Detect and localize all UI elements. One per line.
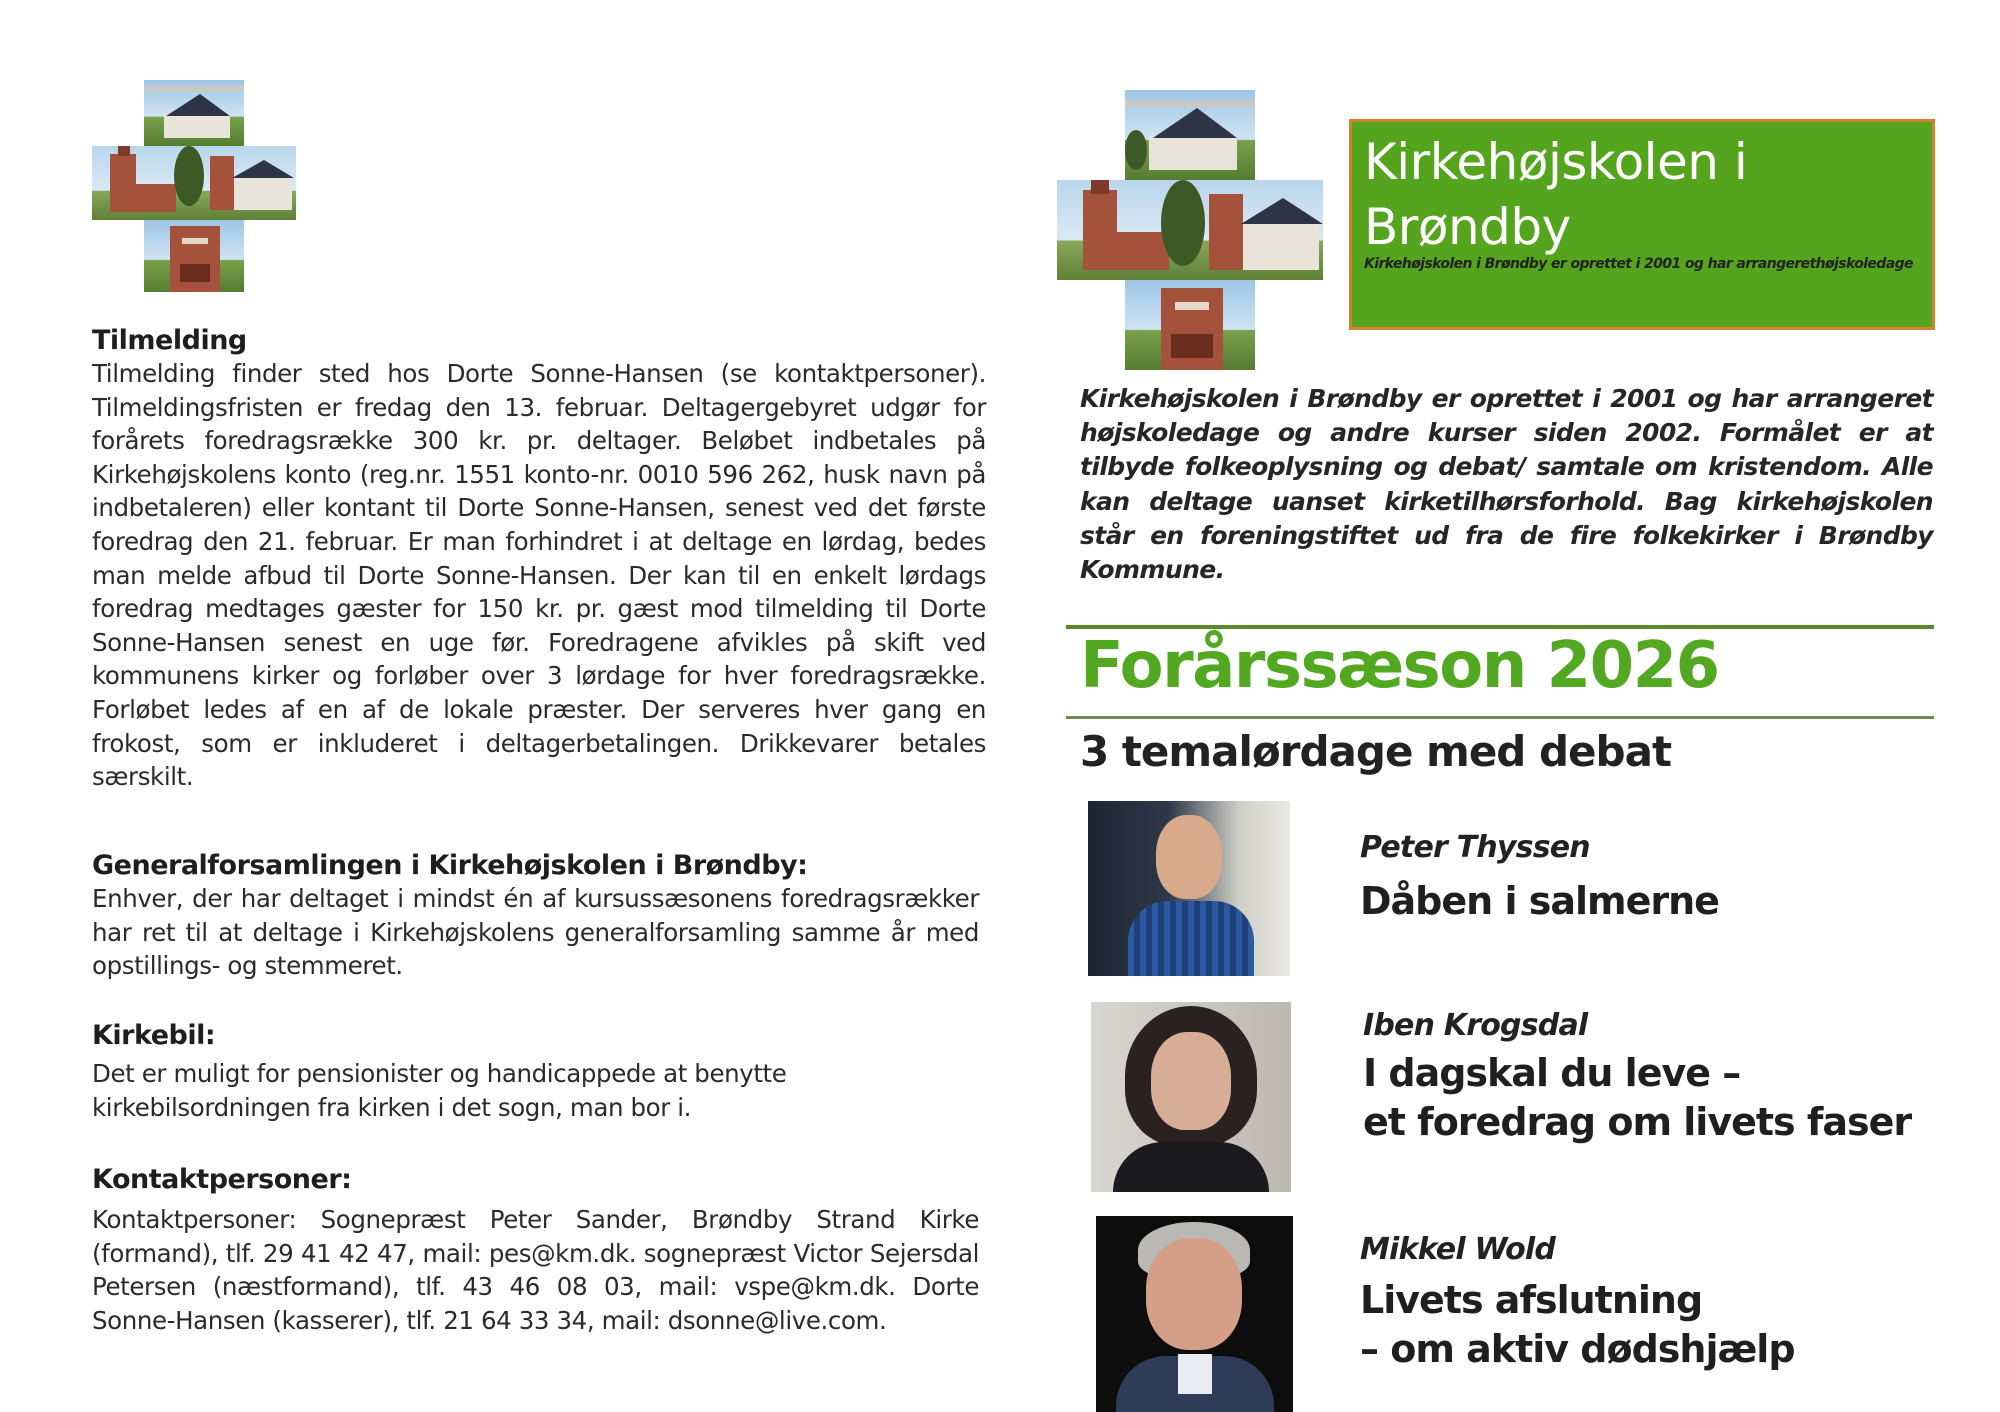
church-cross-logo bbox=[92, 80, 296, 292]
talk-title-line-2: – om aktiv dødshjælp bbox=[1360, 1327, 1795, 1371]
kontakt-heading: Kontaktpersoner: bbox=[92, 1164, 352, 1195]
kirkebil-heading: Kirkebil: bbox=[92, 1020, 216, 1051]
kirkebil-body: Det er muligt for pensionister og handicappede at benytte kirkebilsordningen fra kirken i det sogn, man bor i. bbox=[92, 1059, 787, 1122]
title-box bbox=[1349, 119, 1935, 330]
bottom-divider bbox=[1066, 716, 1934, 719]
tilmelding-body: Tilmelding finder sted hos Dorte Sonne-Hansen (se kontaktpersoner). Tilmeldingsfristen er fredag den 13. februar. Deltagergebyret udgør for forårets foredragsrække 300 kr. pr. deltager. Beløbet indbetales på Kirkehøjskolens konto (reg.nr. 1551 konto-nr. 0010 596 262, husk navn på indbetaleren) eller kontant til Dorte Sonne-Hansen, senest ved det første foredrag den 21. februar. Er man forhindret i at deltage en lørdag, bedes man melde afbud til Dorte Sonne-Hansen. Der kan til en enkelt lørdags foredrag medtages gæster for 150 kr. pr. gæst mod tilmelding til Dorte Sonne-Hansen senest en uge før. Foredragene afvikles på skift ved kommunens kirker og forløber over 3 lørdage for hver foredragsrække. Forløbet ledes af en af de lokale præster. Der serveres hver gang en frokost, som er inkluderet i deltagerbetalingen. Drikkevarer betales særskilt. bbox=[92, 359, 986, 792]
intro-paragraph: Kirkehøjskolen i Brøndby er oprettet i 2001 og har arrangeret højskoledage og andre kurser siden 2002. Formålet er at tilbyde folkeoplysning og debat/ samtale om kristendom. Alle kan deltage uanset kirketilhørsforhold. Bag kirkehøjskolen står en foreningstiftet ud fra de fire folkekirker i Brøndby Kommune. bbox=[1080, 384, 1933, 585]
speaker-photo-iben-krogsdal bbox=[1091, 1002, 1291, 1192]
kontakt-body: Kontaktpersoner: Sognepræst Peter Sander, Brøndby Strand Kirke (formand), tlf. 29 41 42 47, mail: pes@km.dk. sognepræst Victor Sejersdal Petersen (næstformand), tlf. 43 46 08 03, mail: vspe@km.dk. Dorte Sonne-Hansen (kasserer), tlf. 21 64 33 34, mail: dsonne@live.com. bbox=[92, 1205, 979, 1335]
talk-title-line-1: I dagskal du leve – bbox=[1363, 1051, 1741, 1095]
tilmelding-heading: Tilmelding bbox=[92, 325, 247, 356]
speaker-name: Iben Krogsdal bbox=[1363, 1008, 1588, 1043]
school-tagline: Kirkehøjskolen i Brøndby er oprettet i 2001 og har arrangerethøjskoledage bbox=[1364, 256, 1913, 272]
talk-title-line-2: et foredrag om livets faser bbox=[1363, 1100, 1912, 1144]
speaker-photo-mikkel-wold bbox=[1096, 1216, 1293, 1412]
talk-title-line-1: Livets afslutning bbox=[1360, 1278, 1703, 1322]
generalforsamling-heading: Generalforsamlingen i Kirkehøjskolen i Brøndby: bbox=[92, 850, 808, 881]
speaker-photo-peter-thyssen bbox=[1088, 801, 1290, 976]
generalforsamling-body: Enhver, der har deltaget i mindst én af kursussæsonens foredragsrækker har ret til at deltage i Kirkehøjskolens generalforsamling samme år med opstillings- og stemmeret. bbox=[92, 884, 979, 981]
season-title: Forårssæson 2026 bbox=[1080, 629, 1719, 703]
speaker-name: Mikkel Wold bbox=[1360, 1232, 1556, 1267]
speaker-name: Peter Thyssen bbox=[1360, 830, 1590, 865]
talk-title: Dåben i salmerne bbox=[1360, 879, 1719, 923]
series-subtitle: 3 temalørdage med debat bbox=[1080, 727, 1672, 776]
church-cross-logo-large bbox=[1057, 90, 1323, 370]
school-title: Kirkehøjskolen i Brøndby bbox=[1364, 133, 1748, 256]
